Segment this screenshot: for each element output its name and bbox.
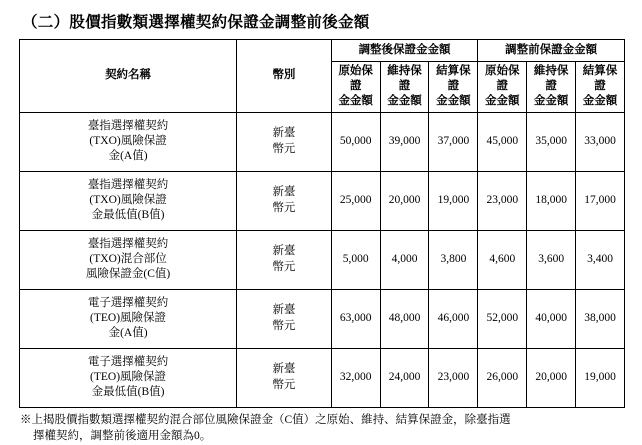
- cell-currency: [237, 289, 332, 348]
- currency-line1: 新臺: [272, 304, 296, 317]
- contract-name-line3: 金(A值): [108, 150, 148, 163]
- contract-name-line2: (TXO)混合部位: [89, 252, 167, 265]
- table-body: [20, 112, 625, 407]
- currency-line1: 新臺: [272, 127, 296, 140]
- column-header-after-initial: [331, 62, 380, 113]
- contract-name-line1: 臺指選擇權契約: [87, 119, 169, 132]
- contract-name-line2: (TEO)風險保證: [90, 370, 167, 383]
- cell-after-settlement: 23,000: [429, 348, 478, 407]
- cell-after-maintenance: 20,000: [380, 171, 429, 230]
- contract-name-line3: 金(A值): [108, 327, 148, 340]
- cell-before-settlement: 3,400: [576, 230, 625, 289]
- column-header-after-settlement-line1: 結算保證: [436, 65, 471, 93]
- cell-contract-name: [20, 289, 237, 348]
- cell-before-settlement: 19,000: [576, 348, 625, 407]
- contract-name-line2: (TXO)風險保證: [89, 193, 167, 206]
- cell-currency: [237, 230, 332, 289]
- column-header-after-maintenance-line1: 維持保證: [387, 65, 422, 93]
- cell-before-maintenance: 18,000: [527, 171, 576, 230]
- cell-before-initial: 23,000: [478, 171, 527, 230]
- cell-currency: [237, 348, 332, 407]
- cell-after-maintenance: 48,000: [380, 289, 429, 348]
- column-header-before-maintenance: [527, 62, 576, 113]
- contract-name-line2: (TEO)風險保證: [90, 311, 167, 324]
- cell-after-settlement: 37,000: [429, 112, 478, 171]
- column-header-before-settlement: [576, 62, 625, 113]
- cell-before-maintenance: 35,000: [527, 112, 576, 171]
- cell-before-initial: 26,000: [478, 348, 527, 407]
- column-header-before-initial: [478, 62, 527, 113]
- cell-after-initial: 32,000: [331, 348, 380, 407]
- cell-before-settlement: 17,000: [576, 171, 625, 230]
- footnote: [20, 412, 624, 445]
- cell-contract-name: [20, 348, 237, 407]
- currency-line2: 幣元: [272, 142, 296, 155]
- currency-line1: 新臺: [272, 245, 296, 258]
- column-header-before-settlement-line1: 結算保證: [582, 65, 618, 93]
- cell-after-initial: 63,000: [331, 289, 380, 348]
- column-header-contract-name: 契約名稱: [20, 40, 237, 113]
- cell-before-settlement: 33,000: [576, 112, 625, 171]
- table-row: [20, 230, 625, 289]
- group-header-after-adjustment: 調整後保證金金額: [331, 40, 478, 62]
- column-header-after-settlement-line2: 金金額: [436, 95, 471, 108]
- table-row: [20, 348, 625, 407]
- cell-currency: [237, 171, 332, 230]
- cell-contract-name: [20, 171, 237, 230]
- cell-after-initial: 25,000: [331, 171, 380, 230]
- cell-before-maintenance: 20,000: [527, 348, 576, 407]
- column-header-after-initial-line2: 金金額: [338, 95, 373, 108]
- column-header-before-initial-line2: 金金額: [485, 95, 520, 108]
- cell-before-initial: 52,000: [478, 289, 527, 348]
- column-header-before-initial-line1: 原始保證: [485, 65, 520, 93]
- column-header-after-initial-line1: 原始保證: [338, 65, 373, 93]
- footnote-line1: ※上揭股價指數類選擇權契約混合部位風險保證金（C值）之原始、維持、結算保證金，除臺指選: [20, 413, 511, 426]
- contract-name-line3: 金最低值(B值): [91, 209, 165, 222]
- contract-name-line2: (TXO)風險保證: [89, 134, 167, 147]
- footnote-line2: 擇權契約，調整前後適用金額為0。: [33, 430, 212, 443]
- cell-before-maintenance: 3,600: [527, 230, 576, 289]
- currency-line2: 幣元: [272, 201, 296, 214]
- contract-name-line3: 風險保證金(C值): [85, 268, 171, 281]
- table-row: [20, 289, 625, 348]
- currency-line1: 新臺: [272, 363, 296, 376]
- cell-contract-name: [20, 230, 237, 289]
- cell-after-settlement: 46,000: [429, 289, 478, 348]
- cell-after-settlement: 3,800: [429, 230, 478, 289]
- column-header-before-settlement-line2: 金金額: [582, 95, 618, 108]
- column-header-after-settlement: [429, 62, 478, 113]
- currency-line2: 幣元: [272, 319, 296, 332]
- group-header-before-adjustment: 調整前保證金金額: [478, 40, 625, 62]
- table-row: [20, 112, 625, 171]
- contract-name-line3: 金最低值(B值): [91, 386, 165, 399]
- contract-name-line1: 臺指選擇權契約: [87, 237, 169, 250]
- currency-line1: 新臺: [272, 186, 296, 199]
- cell-after-initial: 5,000: [331, 230, 380, 289]
- cell-after-maintenance: 24,000: [380, 348, 429, 407]
- table-header-group-row: [20, 40, 625, 62]
- column-header-before-maintenance-line2: 金金額: [533, 95, 569, 108]
- column-header-currency: 幣別: [237, 40, 332, 113]
- contract-name-line1: 臺指選擇權契約: [87, 178, 169, 191]
- currency-line2: 幣元: [272, 378, 296, 391]
- cell-before-initial: 4,600: [478, 230, 527, 289]
- table-row: [20, 171, 625, 230]
- currency-line2: 幣元: [272, 260, 296, 273]
- cell-before-maintenance: 40,000: [527, 289, 576, 348]
- table-header: [20, 40, 625, 113]
- cell-after-maintenance: 4,000: [380, 230, 429, 289]
- cell-currency: [237, 112, 332, 171]
- column-header-after-maintenance-line2: 金金額: [387, 95, 422, 108]
- column-header-before-maintenance-line1: 維持保證: [533, 65, 569, 93]
- cell-contract-name: [20, 112, 237, 171]
- cell-after-settlement: 19,000: [429, 171, 478, 230]
- cell-after-maintenance: 39,000: [380, 112, 429, 171]
- page-title: （二）股價指數類選擇權契約保證金調整前後金額: [22, 14, 370, 31]
- cell-before-settlement: 38,000: [576, 289, 625, 348]
- cell-before-initial: 45,000: [478, 112, 527, 171]
- contract-name-line1: 電子選擇權契約: [87, 296, 169, 309]
- cell-after-initial: 50,000: [331, 112, 380, 171]
- margin-amount-table: [19, 39, 625, 408]
- column-header-after-maintenance: [380, 62, 429, 113]
- contract-name-line1: 電子選擇權契約: [87, 355, 169, 368]
